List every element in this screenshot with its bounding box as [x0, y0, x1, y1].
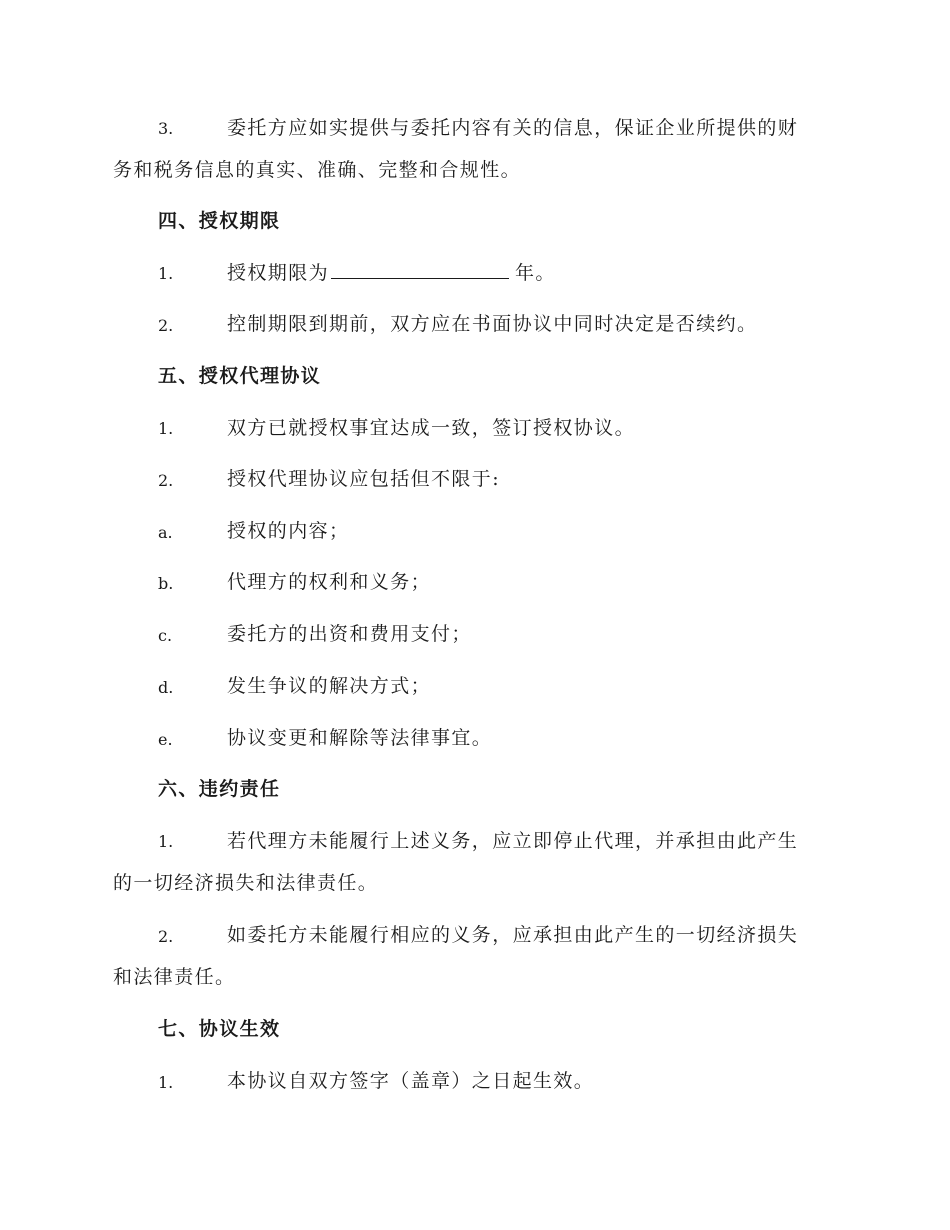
item-letter: c.: [158, 626, 173, 645]
item-letter: a.: [158, 523, 173, 542]
section-heading: 六、违约责任: [158, 778, 281, 800]
paragraph-text: [227, 260, 556, 285]
item-number: 2.: [158, 471, 174, 490]
section-heading: 四、授权期限: [158, 210, 281, 232]
paragraph-text: 若代理方未能履行上述义务，应立即停止代理，并承担由此产生: [227, 830, 799, 852]
paragraph-text: 本协议自双方签字（盖章）之日起生效。: [227, 1070, 595, 1092]
item-letter: b.: [158, 574, 174, 593]
paragraph-text: 代理方的权利和义务；: [227, 571, 432, 593]
paragraph-continuation: 务和税务信息的真实、准确、完整和合规性。: [113, 159, 522, 181]
paragraph-text: 双方已就授权事宜达成一致，签订授权协议。: [227, 417, 636, 439]
item-letter: e.: [158, 730, 173, 749]
item-number: 1.: [158, 1073, 174, 1092]
paragraph-text-after-blank: 年。: [515, 262, 556, 284]
section-heading: 五、授权代理协议: [158, 365, 322, 387]
item-number: 3.: [158, 119, 174, 138]
item-letter: d.: [158, 678, 174, 697]
paragraph-text: 发生争议的解决方式；: [227, 675, 432, 697]
section-heading: 七、协议生效: [158, 1018, 281, 1040]
paragraph-text: 协议变更和解除等法律事宜。: [227, 727, 493, 749]
paragraph-text-before-blank: 授权期限为: [227, 262, 330, 284]
paragraph-text: 如委托方未能履行相应的义务，应承担由此产生的一切经济损失: [227, 924, 799, 946]
paragraph-text: 委托方的出资和费用支付；: [227, 623, 472, 645]
paragraph-text: 授权代理协议应包括但不限于:: [227, 468, 501, 490]
paragraph-text: 授权的内容；: [227, 520, 350, 542]
fill-in-blank: [331, 260, 509, 279]
item-number: 1.: [158, 832, 174, 851]
item-number: 2.: [158, 316, 174, 335]
paragraph-text: 控制期限到期前，双方应在书面协议中同时决定是否续约。: [227, 313, 758, 335]
item-number: 1.: [158, 419, 174, 438]
item-number: 1.: [158, 264, 174, 283]
item-number: 2.: [158, 927, 174, 946]
paragraph-text: 委托方应如实提供与委托内容有关的信息，保证企业所提供的财: [227, 117, 799, 139]
paragraph-continuation: 和法律责任。: [113, 966, 236, 988]
paragraph-continuation: 的一切经济损失和法律责任。: [113, 872, 379, 894]
